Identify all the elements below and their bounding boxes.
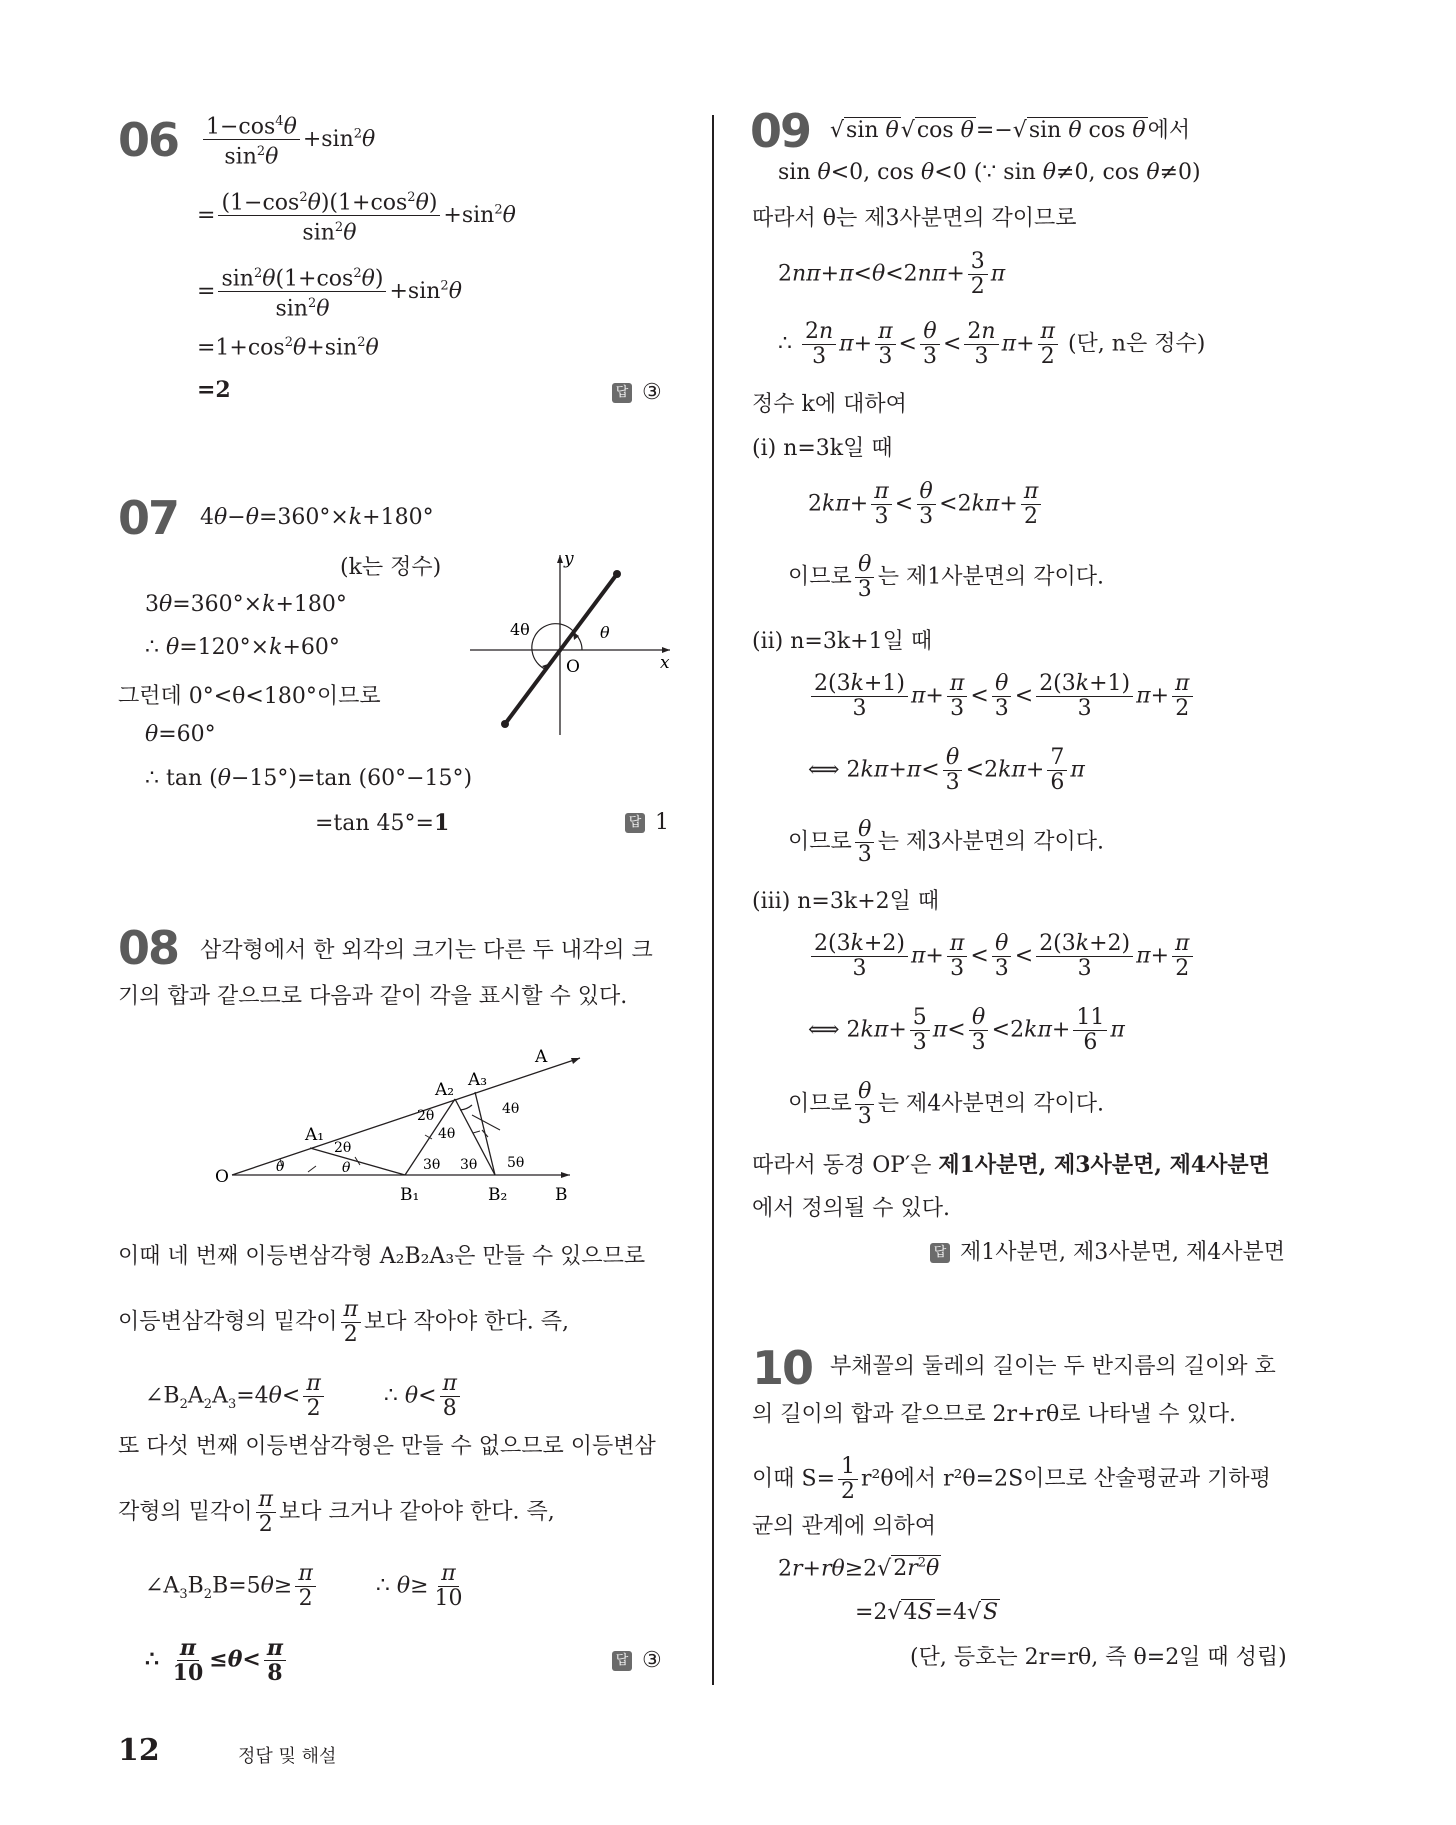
- fig08-5theta: 5θ: [507, 1155, 525, 1171]
- page-number: 12: [118, 1733, 160, 1768]
- fig07-origin-label: O: [566, 657, 580, 677]
- problem-07-line5: ∴ tan (θ−15°)=tan (60°−15°): [145, 766, 473, 791]
- problem-09-line6: 정수 k에 대하여: [752, 392, 907, 417]
- problem-06-line4: $=1+\cos^2\theta+\sin^2\theta$: [197, 335, 379, 361]
- problem-06-line2: = $\frac{(1-\cos^2\theta)(1+\cos^2\theta)}{\sin^2\theta}$ $+\sin^2\theta$: [197, 186, 516, 246]
- problem-09-case2-eq2: ⟺ 2kπ+π< $\frac{\theta}{3}$ <2kπ+ $\frac{7}{6}$ π: [808, 745, 1085, 795]
- fig08-4theta-A3: 4θ: [502, 1101, 520, 1117]
- problem-10-eq2: =2√4S=4√S: [855, 1600, 999, 1625]
- column-divider: [712, 115, 714, 1685]
- problem-07-k-note: (k는 정수): [340, 555, 442, 580]
- fig07-angle-theta: θ: [600, 623, 610, 642]
- footer-label: 정답 및 해설: [238, 1746, 337, 1767]
- problem-07-however: 그런데 0°<θ<180°이므로: [118, 684, 381, 709]
- problem-10-line1: 부채꼴의 둘레의 길이는 두 반지름의 길이와 호: [830, 1354, 1276, 1379]
- problem-09-case3-eq1: $\frac{2(3k+2)}{3}$ π+ $\frac{\pi}{3}$ < $\frac{\theta}{3}$ < $\frac{2(3k+2)}{3}$ π+ $\frac{\pi}{2}$: [808, 932, 1196, 981]
- fig08-A: A: [535, 1047, 548, 1067]
- fig08-4theta-B1: 4θ: [438, 1126, 456, 1142]
- problem-09-case2-result: 이므로 $\frac{\theta}{3}$ 는 제3사분면의 각이다.: [788, 817, 1105, 867]
- problem-09-case2-eq1: $\frac{2(3k+1)}{3}$ π+ $\frac{\pi}{3}$ < $\frac{\theta}{3}$ < $\frac{2(3k+1)}{3}$ π+ $\frac{\pi}{2}$: [808, 672, 1196, 721]
- problem-09-line5: ∴ $\frac{2n}{3}$ π+ $\frac{\pi}{3}$ < $\frac{\theta}{3}$ < $\frac{2n}{3}$ π+ $\frac{\pi}{2}$ (단, n은 정수): [778, 319, 1206, 369]
- problem-07-line2: 3θ=360°×k+180°: [145, 592, 347, 617]
- answer-icon: 답: [625, 813, 645, 833]
- problem-07-line1: 4θ−θ=360°×k+180°: [200, 505, 434, 530]
- answer-icon: 답: [612, 1651, 632, 1671]
- problem-10-line2: 의 길이의 합과 같으므로 2r+rθ로 나타낼 수 있다.: [752, 1402, 1236, 1427]
- fig08-3theta-B1: 3θ: [423, 1157, 441, 1173]
- problem-09-conclusion2: 에서 정의될 수 있다.: [752, 1196, 950, 1221]
- fig08-3theta-B2: 3θ: [460, 1157, 478, 1173]
- problem-07-answer: 답 1: [625, 810, 669, 835]
- problem-09-case1: (ⅰ) n=3k일 때: [752, 436, 893, 461]
- fig07-x-label: x: [660, 653, 670, 673]
- problem-07-line4: θ=60°: [145, 722, 216, 747]
- problem-08-answer: 답 ③: [612, 1648, 662, 1673]
- fig08-B1: B₁: [400, 1185, 420, 1205]
- problem-09-line4: 2nπ+π<θ<2nπ+ $\frac{3}{2}$ π: [778, 249, 1006, 299]
- problem-09-line2: sin θ<0, cos θ<0 (∵ sin θ≠0, cos θ≠0): [778, 160, 1201, 185]
- fig08-2theta-A2: 2θ: [417, 1108, 435, 1124]
- problem-09-answer: 답 제1사분면, 제3사분면, 제4사분면: [930, 1238, 1285, 1268]
- fig08-theta-O: θ: [276, 1159, 285, 1175]
- problem-07-line3: ∴ θ=120°×k+60°: [145, 635, 340, 660]
- answer-icon: 답: [930, 1243, 950, 1263]
- problem-10-eq1: $2r+r\theta\ge 2√2r^2\theta$: [778, 1556, 940, 1582]
- problem-08-eq1: $\angle B_2A_2A_3=4\theta<$ $\frac{\pi}{2}$ ∴ θ< $\frac{\pi}{8}$: [145, 1372, 463, 1421]
- problem-10-line3: 이때 S= $\frac{1}{2}$ r²θ에서 r²θ=2S이므로 산술평균과 기하평: [752, 1454, 1271, 1504]
- problem-10-number: 10: [752, 1341, 813, 1395]
- problem-09-case3: (ⅲ) n=3k+2일 때: [752, 889, 940, 914]
- answer-icon: 답: [612, 383, 632, 403]
- problem-06-line1: $\frac{1-\cos^4\theta}{\sin^2\theta}$ $+\sin^2\theta$: [200, 110, 375, 170]
- fig07-angle-4theta: 4θ: [510, 620, 530, 639]
- fig08-O: O: [215, 1167, 229, 1187]
- problem-10-line4: 균의 관계에 의하여: [752, 1514, 937, 1539]
- problem-08-intro2: 기의 합과 같으므로 다음과 같이 각을 표시할 수 있다.: [118, 984, 628, 1009]
- problem-09-line1: √sin θ√cos θ=−√sin θ cos θ에서: [830, 118, 1191, 143]
- problem-08-figure: [210, 1035, 590, 1210]
- problem-08-eq3: ∴ $\frac{\pi}{10}$ ≤θ< $\frac{\pi}{8}$: [145, 1636, 289, 1685]
- problem-08-text1: 이때 네 번째 이등변삼각형 A₂B₂A₃은 만들 수 있으므로: [118, 1244, 646, 1269]
- problem-08-intro1: 삼각형에서 한 외각의 크기는 다른 두 내각의 크: [200, 938, 653, 963]
- fig07-y-label: y: [564, 550, 574, 569]
- fig08-B: B: [555, 1185, 568, 1205]
- problem-07-figure: [470, 550, 680, 740]
- problem-08-text4: 각형의 밑각이 $\frac{\pi}{2}$ 보다 크거나 같아야 한다. 즉,: [118, 1487, 555, 1537]
- problem-08-text2: 이등변삼각형의 밑각이 $\frac{\pi}{2}$ 보다 작아야 한다. 즉,: [118, 1297, 569, 1347]
- problem-09-case2: (ⅱ) n=3k+1일 때: [752, 629, 933, 654]
- problem-09-line3: 따라서 θ는 제3사분면의 각이므로: [752, 206, 1077, 231]
- problem-09-case3-result: 이므로 $\frac{\theta}{3}$ 는 제4사분면의 각이다.: [788, 1079, 1105, 1129]
- problem-06-number: 06: [118, 113, 179, 167]
- problem-10-note: (단, 등호는 2r=rθ, 즉 θ=2일 때 성립): [910, 1645, 1287, 1670]
- problem-06-answer: 답 ③: [612, 380, 662, 405]
- fig08-2theta-A1: 2θ: [334, 1140, 352, 1156]
- problem-08-eq2: $\angle A_3B_2B=5\theta\ge$ $\frac{\pi}{2}$ ∴ θ≥ $\frac{\pi}{10}$: [145, 1561, 463, 1611]
- problem-08-number: 08: [118, 921, 179, 975]
- problem-09-case1-eq: 2kπ+ $\frac{\pi}{3}$ < $\frac{\theta}{3}$ <2kπ+ $\frac{\pi}{2}$: [808, 480, 1044, 529]
- fig08-B2: B₂: [488, 1185, 508, 1205]
- problem-06-line3: = $\frac{\sin^2\theta(1+\cos^2\theta)}{\sin^2\theta}$ $+\sin^2\theta$: [197, 262, 462, 322]
- problem-08-text3: 또 다섯 번째 이등변삼각형은 만들 수 없으므로 이등변삼: [118, 1434, 656, 1459]
- problem-07-line6: =tan 45°=1: [315, 810, 450, 836]
- fig08-A3: A₃: [468, 1070, 488, 1090]
- problem-09-case3-eq2: ⟺ 2kπ+ $\frac{5}{3}$ π< $\frac{\theta}{3}$ <2kπ+ $\frac{11}{6}$ π: [808, 1005, 1125, 1055]
- fig08-theta-B1: θ: [342, 1160, 351, 1176]
- fig08-A1: A₁: [305, 1125, 325, 1145]
- problem-06-line5: =2: [197, 377, 231, 403]
- problem-07-number: 07: [118, 491, 179, 545]
- problem-09-case1-result: 이므로 $\frac{\theta}{3}$ 는 제1사분면의 각이다.: [788, 552, 1105, 602]
- problem-09-conclusion1: 따라서 동경 OP′은 제1사분면, 제3사분면, 제4사분면: [752, 1152, 1270, 1178]
- fig08-A2: A₂: [435, 1080, 455, 1100]
- problem-09-number: 09: [750, 104, 811, 158]
